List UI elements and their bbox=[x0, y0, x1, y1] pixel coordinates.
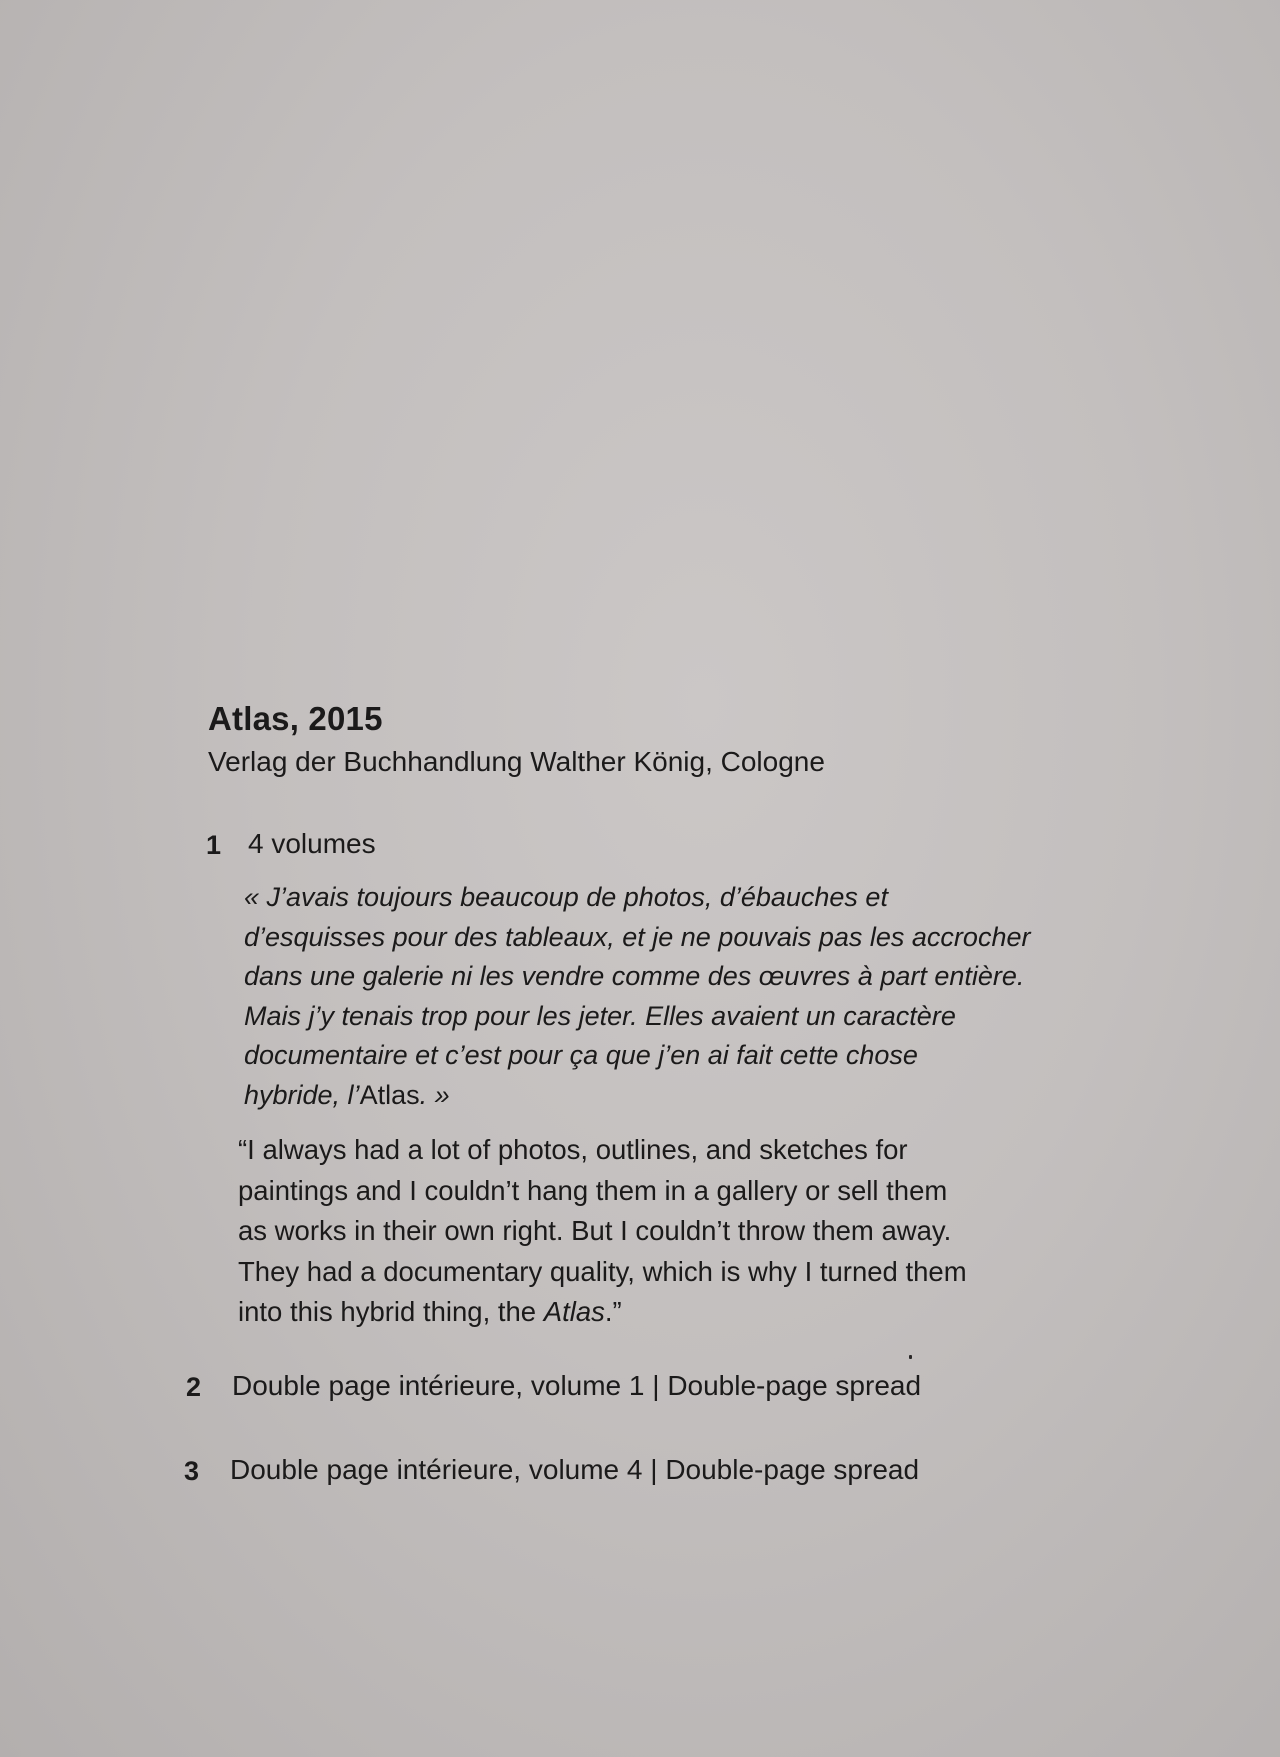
quote-english-line: paintings and I couldn’t hang them in a gallery or sell them bbox=[238, 1174, 948, 1206]
quote-english-line: “I always had a lot of photos, outlines, and sketches for bbox=[238, 1134, 908, 1165]
quote-french-line: « J’avais toujours beaucoup de photos, d’ébauches et bbox=[244, 882, 888, 912]
item-text-1: 4 volumes bbox=[248, 828, 376, 859]
quote-french-line: Mais j’y tenais trop pour les jeter. Elles avaient un caractère bbox=[244, 1000, 956, 1031]
quote-english-last-line bbox=[238, 1292, 967, 1333]
quote-english bbox=[238, 1130, 967, 1333]
quote-english-atlas-title: Atlas bbox=[543, 1296, 605, 1327]
item-number-2: 2 bbox=[186, 1372, 202, 1402]
quote-french-last-start: hybride, l’ bbox=[244, 1079, 360, 1110]
quote-french-last-end: . » bbox=[419, 1079, 450, 1110]
item-text-2: Double page intérieure, volume 1 | Double-page spread bbox=[232, 1370, 922, 1401]
publisher-line: Verlag der Buchhandlung Walther König, Cologne bbox=[208, 746, 825, 777]
item-number-3: 3 bbox=[184, 1456, 200, 1486]
quote-english-last-start: into this hybrid thing, the bbox=[238, 1296, 544, 1327]
quote-french-last-line bbox=[244, 1076, 1030, 1116]
item-number-1: 1 bbox=[206, 830, 222, 860]
quote-english-last-end: .” bbox=[604, 1296, 622, 1327]
quote-french-line: documentaire et c’est pour ça que j’en ai fait cette chose bbox=[244, 1040, 918, 1070]
quote-french-line: dans une galerie ni les vendre comme des œuvres à part entière. bbox=[244, 961, 1025, 991]
quote-english-line: They had a documentary quality, which is why I turned them bbox=[238, 1255, 967, 1287]
dust-speck bbox=[909, 1355, 912, 1359]
quote-french-atlas-title: Atlas bbox=[359, 1079, 420, 1110]
quote-french bbox=[244, 878, 1030, 1115]
item-text-3: Double page intérieure, volume 4 | Double-page spread bbox=[230, 1454, 920, 1485]
artwork-title: Atlas, 2015 bbox=[208, 700, 383, 737]
quote-french-line: d’esquisses pour des tableaux, et je ne pouvais pas les accrocher bbox=[244, 921, 1031, 952]
quote-english-line: as works in their own right. But I couldn’t throw them away. bbox=[238, 1215, 952, 1246]
